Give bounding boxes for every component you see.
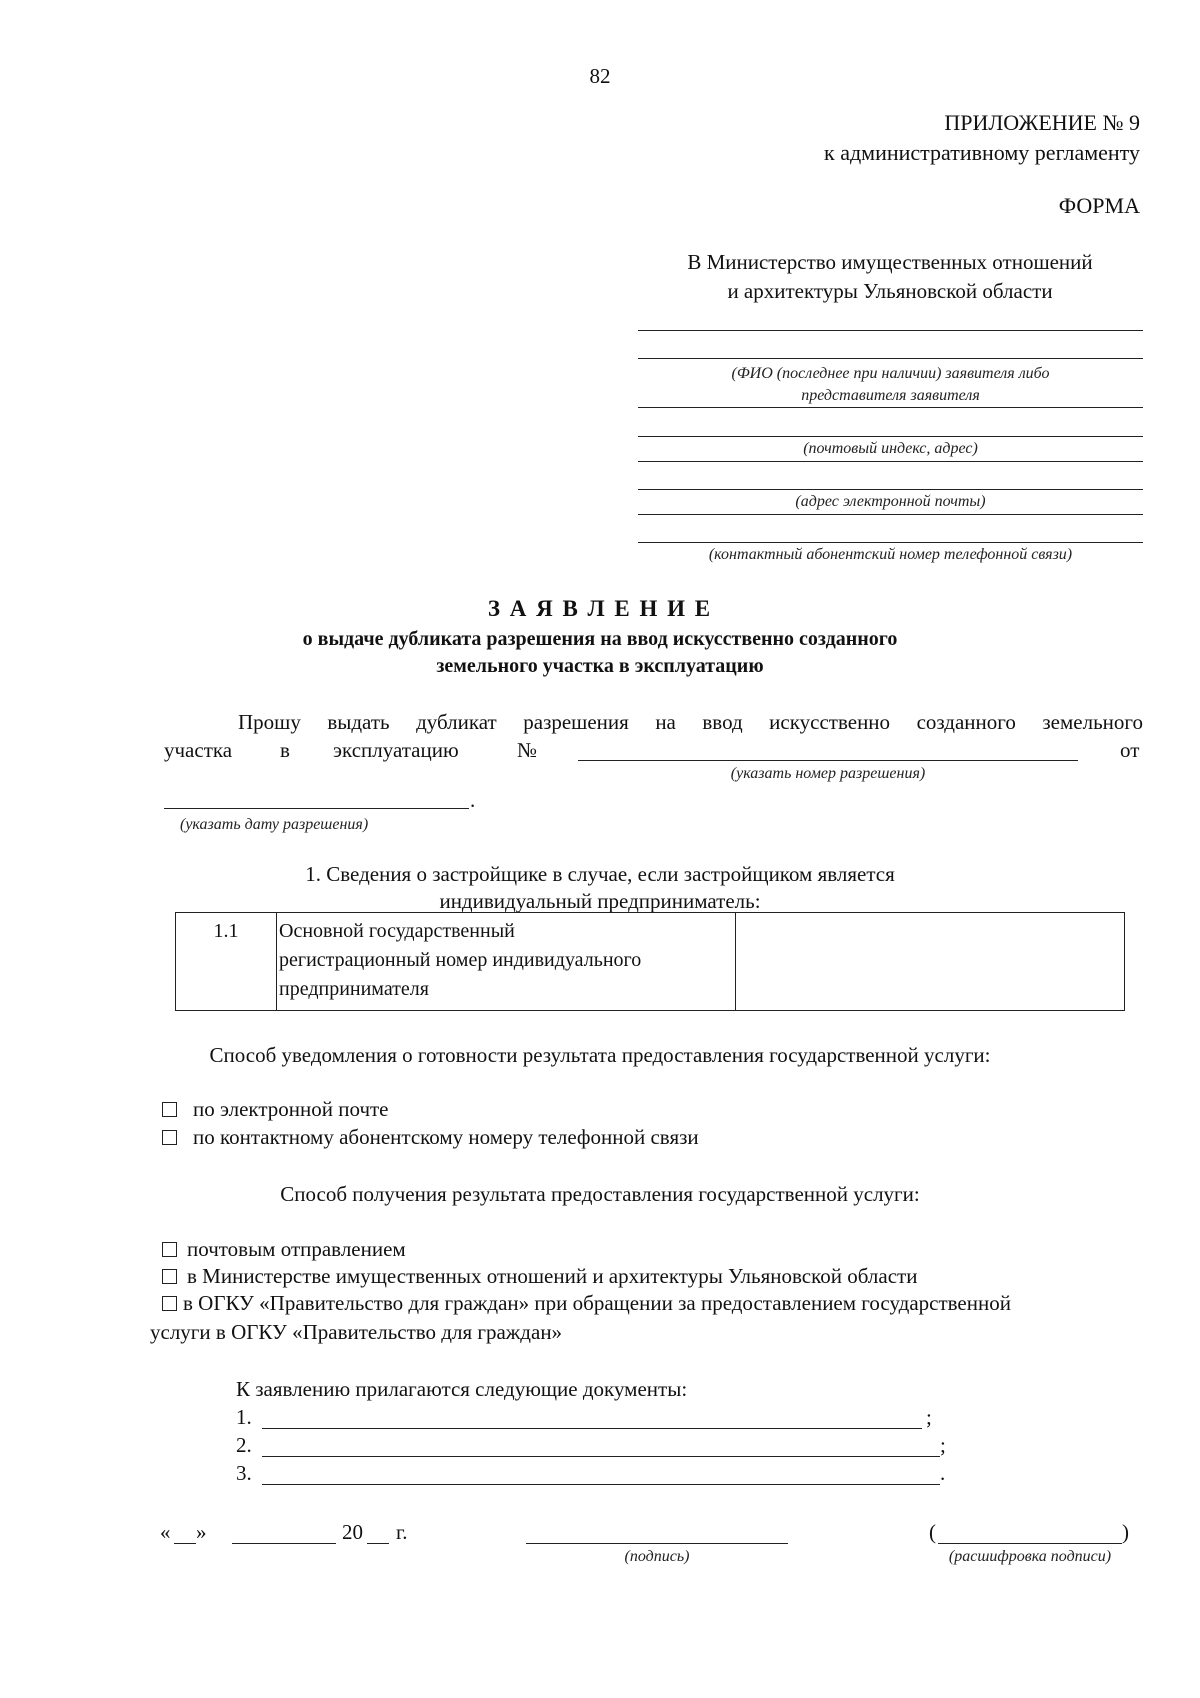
document-title: З А Я В Л Е Н И Е bbox=[487, 596, 713, 621]
table-row bbox=[176, 913, 1125, 1011]
receipt-heading: Способ получения результата предоставления государственной услуги: bbox=[280, 1182, 920, 1206]
date-month-field[interactable] bbox=[232, 1543, 336, 1544]
receipt-option-ogku[interactable] bbox=[162, 1291, 1011, 1316]
row-label-line-3: предпринимателя bbox=[279, 978, 429, 1000]
decode-paren-open: ( bbox=[929, 1520, 936, 1544]
notification-heading: Способ уведомления о готовности результата предоставления государственной услуги: bbox=[209, 1043, 991, 1067]
signature-caption: (подпись) bbox=[624, 1548, 690, 1565]
postal-caption-underline bbox=[638, 461, 1143, 462]
date-year-field[interactable] bbox=[367, 1543, 389, 1544]
addressee-line-2: и архитектуры Ульяновской области bbox=[727, 279, 1053, 303]
phone-line[interactable] bbox=[638, 542, 1143, 543]
postal-caption: (почтовый индекс, адрес) bbox=[803, 440, 978, 457]
phone-caption: (контактный абонентский номер телефонной связи) bbox=[708, 546, 1073, 563]
permit-number-caption: (указать номер разрешения) bbox=[730, 765, 926, 782]
date-quote-open: « bbox=[160, 1520, 171, 1544]
email-caption-underline bbox=[638, 514, 1143, 515]
attachment-1-number: 1. bbox=[236, 1405, 252, 1429]
attachment-2-number: 2. bbox=[236, 1433, 252, 1457]
attachment-3-number: 3. bbox=[236, 1461, 252, 1485]
section1-heading-line-1: 1. Сведения о застройщике в случае, если застройщиком является bbox=[305, 862, 895, 886]
notify-option-email-label: по электронной почте bbox=[193, 1097, 389, 1121]
attachments-heading: К заявлению прилагаются следующие документы: bbox=[236, 1377, 688, 1401]
checkbox-icon[interactable] bbox=[162, 1130, 177, 1145]
permit-date-caption: (указать дату разрешения) bbox=[180, 816, 369, 833]
attachment-2-end: ; bbox=[940, 1433, 946, 1457]
receipt-option-post-label: почтовым отправлением bbox=[187, 1237, 406, 1261]
receipt-option-post[interactable] bbox=[162, 1237, 406, 1262]
developer-info-table bbox=[175, 912, 1125, 1011]
notify-option-email[interactable] bbox=[162, 1097, 389, 1122]
attachment-1-field[interactable] bbox=[262, 1428, 922, 1429]
email-line[interactable] bbox=[638, 489, 1143, 490]
date-year-suffix: г. bbox=[396, 1520, 408, 1544]
section1-heading-line-2: индивидуальный предприниматель: bbox=[439, 889, 761, 913]
postal-line[interactable] bbox=[638, 436, 1143, 437]
decode-paren-close: ) bbox=[1122, 1520, 1129, 1544]
email-caption: (адрес электронной почты) bbox=[795, 493, 986, 510]
request-line-1: Прошу выдать дубликат разрешения на ввод искусственно созданного земельного bbox=[238, 710, 1143, 734]
attachment-2-field[interactable] bbox=[262, 1456, 940, 1457]
addressee-line-1: В Министерство имущественных отношений bbox=[687, 250, 1093, 274]
row-label bbox=[277, 913, 736, 1011]
appendix-subtitle: к административному регламенту bbox=[824, 140, 1140, 165]
checkbox-icon[interactable] bbox=[162, 1269, 177, 1284]
fio-caption-underline bbox=[638, 407, 1143, 408]
fio-caption-line-2: представителя заявителя bbox=[801, 387, 980, 404]
page-number: 82 bbox=[589, 64, 611, 88]
signature-field[interactable] bbox=[526, 1543, 788, 1544]
signature-decode-caption: (расшифровка подписи) bbox=[948, 1548, 1112, 1565]
ogrnip-value-cell[interactable] bbox=[736, 913, 1125, 1011]
attachment-1-end: ; bbox=[926, 1405, 932, 1429]
request-word-5: от bbox=[1120, 738, 1140, 762]
addressee-block bbox=[640, 248, 1140, 306]
attachment-3-field[interactable] bbox=[262, 1484, 940, 1485]
permit-date-period: . bbox=[470, 788, 476, 812]
date-year-prefix: 20 bbox=[342, 1520, 363, 1544]
form-label: ФОРМА bbox=[1058, 193, 1140, 218]
checkbox-icon[interactable] bbox=[162, 1296, 177, 1311]
document-subtitle-2: земельного участка в эксплуатацию bbox=[436, 655, 764, 677]
checkbox-icon[interactable] bbox=[162, 1102, 177, 1117]
fio-line-1[interactable] bbox=[638, 330, 1143, 331]
fio-caption bbox=[638, 363, 1143, 407]
row-number: 1.1 bbox=[176, 913, 277, 1011]
notify-option-phone-label: по контактному абонентскому номеру телефонной связи bbox=[193, 1125, 699, 1149]
permit-number-field[interactable] bbox=[578, 760, 1078, 761]
permit-date-field[interactable] bbox=[164, 808, 469, 809]
receipt-option-ministry-label: в Министерстве имущественных отношений и архитектуры Ульяновской области bbox=[187, 1264, 918, 1288]
row-label-line-1: Основной государственный bbox=[279, 920, 515, 942]
receipt-option-ogku-label: в ОГКУ «Правительство для граждан» при обращении за предоставлением государственной bbox=[183, 1291, 1011, 1315]
date-day-field[interactable] bbox=[174, 1543, 196, 1544]
appendix-title: ПРИЛОЖЕНИЕ № 9 bbox=[944, 110, 1140, 135]
document-subtitle-1: о выдаче дубликата разрешения на ввод искусственно созданного bbox=[302, 628, 898, 650]
attachment-3-end: . bbox=[940, 1461, 946, 1485]
request-word-2: в bbox=[280, 738, 290, 762]
fio-line-2[interactable] bbox=[638, 358, 1143, 359]
row-label-line-2: регистрационный номер индивидуального bbox=[279, 949, 642, 971]
receipt-option-ministry[interactable] bbox=[162, 1264, 917, 1289]
request-word-3: эксплуатацию bbox=[333, 738, 459, 762]
fio-caption-line-1: (ФИО (последнее при наличии) заявителя либо bbox=[731, 365, 1050, 382]
checkbox-icon[interactable] bbox=[162, 1242, 177, 1257]
request-word-4: № bbox=[517, 738, 538, 762]
receipt-option-ogku-label-cont: услуги в ОГКУ «Правительство для граждан» bbox=[150, 1320, 563, 1344]
request-word-1: участка bbox=[164, 738, 233, 762]
signature-decode-field[interactable] bbox=[938, 1543, 1122, 1544]
notify-option-phone[interactable] bbox=[162, 1125, 699, 1150]
date-quote-close: » bbox=[196, 1520, 207, 1544]
